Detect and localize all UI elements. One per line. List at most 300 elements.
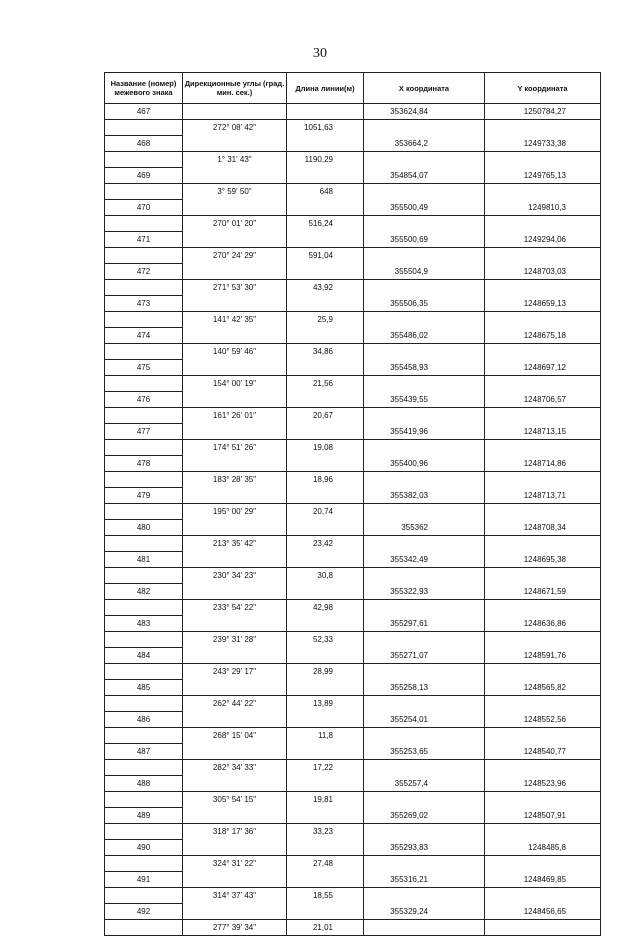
x-cell-empty: [364, 216, 485, 232]
point-row: [105, 232, 601, 248]
angle-cell-empty: [183, 616, 287, 632]
point-number-empty: [105, 568, 183, 584]
segment-row: [105, 728, 601, 744]
direction-angle: 272° 08' 42": [183, 120, 287, 136]
point-number-empty: [105, 856, 183, 872]
line-length: 25,9: [287, 312, 364, 328]
y-cell-empty: [485, 696, 601, 712]
segment-row: [105, 696, 601, 712]
segment-row: [105, 120, 601, 136]
point-row: [105, 456, 601, 472]
x-coordinate: 355506,35: [364, 296, 485, 312]
y-cell-empty: [485, 856, 601, 872]
x-coordinate: 355322,93: [364, 584, 485, 600]
angle-cell-empty: [183, 584, 287, 600]
segment-row: [105, 344, 601, 360]
x-cell-empty: [364, 888, 485, 904]
y-cell-empty: [485, 184, 601, 200]
angle-cell-empty: [183, 264, 287, 280]
point-number: 489: [105, 808, 183, 824]
y-coordinate: 1248714,86: [485, 456, 601, 472]
x-coordinate: 355419,96: [364, 424, 485, 440]
y-coordinate: 1248507,91: [485, 808, 601, 824]
angle-cell-empty: [183, 840, 287, 856]
direction-angle: 141° 42' 35": [183, 312, 287, 328]
point-row: [105, 392, 601, 408]
line-length: 21,56: [287, 376, 364, 392]
y-cell-empty: [485, 888, 601, 904]
y-cell-empty: [485, 312, 601, 328]
x-coordinate: 355382,03: [364, 488, 485, 504]
point-row: [105, 328, 601, 344]
line-length: 20,67: [287, 408, 364, 424]
length-cell-empty: [287, 392, 364, 408]
segment-row: [105, 440, 601, 456]
direction-angle: 324° 31' 22": [183, 856, 287, 872]
direction-angle: 3° 59' 50": [183, 184, 287, 200]
angle-cell-empty: [183, 456, 287, 472]
point-number-empty: [105, 472, 183, 488]
x-cell-empty: [364, 760, 485, 776]
segment-row: [105, 664, 601, 680]
line-length: 17,22: [287, 760, 364, 776]
length-cell-empty: [287, 360, 364, 376]
line-length: 11,8: [287, 728, 364, 744]
direction-angle: 318° 17' 36": [183, 824, 287, 840]
segment-row: [105, 920, 601, 936]
x-coordinate: 355458,93: [364, 360, 485, 376]
length-cell-empty: [287, 136, 364, 152]
length-cell-empty: [287, 328, 364, 344]
x-cell-empty: [364, 696, 485, 712]
y-coordinate: 1248713,15: [485, 424, 601, 440]
x-coordinate: 355269,02: [364, 808, 485, 824]
x-cell-empty: [364, 376, 485, 392]
segment-row: [105, 632, 601, 648]
line-length: 43,92: [287, 280, 364, 296]
point-number-empty: [105, 408, 183, 424]
page-number: 30: [313, 46, 327, 61]
x-coordinate: 355486,02: [364, 328, 485, 344]
point-row: [105, 136, 601, 152]
x-coordinate: 355362: [364, 520, 485, 536]
x-cell-empty: [364, 632, 485, 648]
point-row: [105, 584, 601, 600]
direction-angle: 195° 00' 29": [183, 504, 287, 520]
y-cell-empty: [485, 120, 601, 136]
point-number-empty: [105, 600, 183, 616]
point-number-empty: [105, 312, 183, 328]
point-number-empty: [105, 120, 183, 136]
point-number-empty: [105, 152, 183, 168]
direction-angle: 230° 34' 23": [183, 568, 287, 584]
length-cell-empty: [287, 264, 364, 280]
y-cell-empty: [485, 152, 601, 168]
x-coordinate: 355253,65: [364, 744, 485, 760]
y-coordinate: 1248485,8: [485, 840, 601, 856]
point-row: [105, 360, 601, 376]
line-length: 34,86: [287, 344, 364, 360]
header-direction-angle: Дирекционные углы (град. мин. сек.): [183, 73, 287, 104]
header-x-coordinate: X координата: [364, 73, 485, 104]
direction-angle: 213° 35' 42": [183, 536, 287, 552]
segment-row: [105, 568, 601, 584]
y-cell-empty: [485, 920, 601, 936]
line-length: 19,81: [287, 792, 364, 808]
direction-angle: 233° 54' 22": [183, 600, 287, 616]
y-coordinate: 1248708,34: [485, 520, 601, 536]
point-number: 490: [105, 840, 183, 856]
length-cell-empty: [287, 616, 364, 632]
y-cell-empty: [485, 824, 601, 840]
point-number-empty: [105, 280, 183, 296]
y-coordinate: 1249765,13: [485, 168, 601, 184]
point-number: 484: [105, 648, 183, 664]
direction-angle: 277° 39' 34": [183, 920, 287, 936]
point-number-empty: [105, 728, 183, 744]
point-number-empty: [105, 440, 183, 456]
y-cell-empty: [485, 504, 601, 520]
point-number-empty: [105, 888, 183, 904]
x-coordinate: 355316,21: [364, 872, 485, 888]
direction-angle: 183° 28' 35": [183, 472, 287, 488]
point-row: [105, 808, 601, 824]
length-cell-empty: [287, 168, 364, 184]
angle-cell-empty: [183, 360, 287, 376]
x-coordinate: 355500,69: [364, 232, 485, 248]
x-cell-empty: [364, 440, 485, 456]
y-cell-empty: [485, 664, 601, 680]
y-coordinate: 1248675,18: [485, 328, 601, 344]
line-length: 23,42: [287, 536, 364, 552]
y-cell-empty: [485, 600, 601, 616]
y-coordinate: 1248697,12: [485, 360, 601, 376]
point-number: 470: [105, 200, 183, 216]
point-number: 472: [105, 264, 183, 280]
point-number: 479: [105, 488, 183, 504]
x-coordinate: 355504,9: [364, 264, 485, 280]
line-length: 33,23: [287, 824, 364, 840]
point-row: [105, 552, 601, 568]
x-cell-empty: [364, 824, 485, 840]
segment-row: [105, 376, 601, 392]
segment-row: [105, 152, 601, 168]
point-row: [105, 872, 601, 888]
direction-angle: 243° 29' 17": [183, 664, 287, 680]
x-cell-empty: [364, 120, 485, 136]
point-number: 473: [105, 296, 183, 312]
point-number: 482: [105, 584, 183, 600]
length-cell-empty: [287, 232, 364, 248]
y-coordinate: 1248713,71: [485, 488, 601, 504]
point-row: [105, 904, 601, 920]
y-coordinate: 1248552,56: [485, 712, 601, 728]
line-length: 19,08: [287, 440, 364, 456]
point-number-empty: [105, 824, 183, 840]
segment-row: [105, 472, 601, 488]
y-coordinate: 1249733,38: [485, 136, 601, 152]
segment-row: [105, 504, 601, 520]
y-coordinate: 1248565,82: [485, 680, 601, 696]
point-number: 486: [105, 712, 183, 728]
line-length: 20,74: [287, 504, 364, 520]
length-cell-empty: [287, 712, 364, 728]
angle-cell-empty: [183, 296, 287, 312]
angle-cell-empty: [183, 808, 287, 824]
point-row: [105, 200, 601, 216]
point-number-empty: [105, 632, 183, 648]
length-cell-empty: [287, 488, 364, 504]
y-coordinate: 1248591,76: [485, 648, 601, 664]
x-coordinate: 355254,01: [364, 712, 485, 728]
length-cell-empty: [287, 840, 364, 856]
y-cell-empty: [485, 344, 601, 360]
point-number: 468: [105, 136, 183, 152]
y-cell-empty: [485, 216, 601, 232]
x-coordinate: 353624,84: [364, 104, 485, 120]
angle-cell-empty: [183, 904, 287, 920]
point-number: 480: [105, 520, 183, 536]
x-cell-empty: [364, 280, 485, 296]
direction-angle: 140° 59' 46": [183, 344, 287, 360]
y-coordinate: 1249294,06: [485, 232, 601, 248]
y-coordinate: 1248456,65: [485, 904, 601, 920]
point-number: 471: [105, 232, 183, 248]
direction-angle: 268° 15' 04": [183, 728, 287, 744]
point-row: [105, 712, 601, 728]
x-coordinate: 355258,13: [364, 680, 485, 696]
line-length: 591,04: [287, 248, 364, 264]
angle-cell-empty: [183, 232, 287, 248]
y-cell-empty: [485, 248, 601, 264]
x-cell-empty: [364, 728, 485, 744]
line-length: 1190,29: [287, 152, 364, 168]
length-cell-empty: [287, 104, 364, 120]
angle-cell-empty: [183, 872, 287, 888]
header-line-length: Длина линии(м): [287, 73, 364, 104]
y-cell-empty: [485, 280, 601, 296]
point-row: [105, 104, 601, 120]
length-cell-empty: [287, 520, 364, 536]
point-row: [105, 520, 601, 536]
y-cell-empty: [485, 472, 601, 488]
y-cell-empty: [485, 760, 601, 776]
segment-row: [105, 312, 601, 328]
length-cell-empty: [287, 200, 364, 216]
x-cell-empty: [364, 856, 485, 872]
point-row: [105, 296, 601, 312]
segment-row: [105, 280, 601, 296]
point-row: [105, 648, 601, 664]
point-number-empty: [105, 920, 183, 936]
y-coordinate: 1248540,77: [485, 744, 601, 760]
x-cell-empty: [364, 248, 485, 264]
length-cell-empty: [287, 904, 364, 920]
angle-cell-empty: [183, 328, 287, 344]
point-number-empty: [105, 664, 183, 680]
point-number: 478: [105, 456, 183, 472]
direction-angle: 161° 26' 01": [183, 408, 287, 424]
line-length: 648: [287, 184, 364, 200]
y-cell-empty: [485, 632, 601, 648]
point-row: [105, 744, 601, 760]
length-cell-empty: [287, 296, 364, 312]
x-cell-empty: [364, 792, 485, 808]
point-number-empty: [105, 536, 183, 552]
y-coordinate: 1249810,3: [485, 200, 601, 216]
y-coordinate: 1248469,85: [485, 872, 601, 888]
angle-cell-empty: [183, 520, 287, 536]
segment-row: [105, 408, 601, 424]
x-coordinate: 355329,24: [364, 904, 485, 920]
x-coordinate: 355297,61: [364, 616, 485, 632]
point-row: [105, 488, 601, 504]
length-cell-empty: [287, 680, 364, 696]
x-coordinate: 355400,96: [364, 456, 485, 472]
y-cell-empty: [485, 440, 601, 456]
x-cell-empty: [364, 600, 485, 616]
segment-row: [105, 248, 601, 264]
point-number: 467: [105, 104, 183, 120]
point-number: 487: [105, 744, 183, 760]
angle-cell-empty: [183, 552, 287, 568]
angle-cell-empty: [183, 168, 287, 184]
x-coordinate: 354854,07: [364, 168, 485, 184]
line-length: 27,48: [287, 856, 364, 872]
length-cell-empty: [287, 584, 364, 600]
y-cell-empty: [485, 376, 601, 392]
x-coordinate: 355271,07: [364, 648, 485, 664]
x-cell-empty: [364, 312, 485, 328]
y-coordinate: 1248636,86: [485, 616, 601, 632]
angle-cell-empty: [183, 136, 287, 152]
x-cell-empty: [364, 568, 485, 584]
y-coordinate: 1250784,27: [485, 104, 601, 120]
length-cell-empty: [287, 776, 364, 792]
segment-row: [105, 600, 601, 616]
length-cell-empty: [287, 424, 364, 440]
y-cell-empty: [485, 568, 601, 584]
point-number: 491: [105, 872, 183, 888]
point-number: 481: [105, 552, 183, 568]
point-row: [105, 680, 601, 696]
direction-angle: 282° 34' 33": [183, 760, 287, 776]
length-cell-empty: [287, 808, 364, 824]
point-number: 492: [105, 904, 183, 920]
line-length: 52,33: [287, 632, 364, 648]
y-coordinate: 1248703,03: [485, 264, 601, 280]
angle-cell-empty: [183, 104, 287, 120]
x-coordinate: 355342,49: [364, 552, 485, 568]
angle-cell-empty: [183, 744, 287, 760]
segment-row: [105, 888, 601, 904]
point-number-empty: [105, 760, 183, 776]
angle-cell-empty: [183, 392, 287, 408]
point-number: 469: [105, 168, 183, 184]
x-coordinate: 353664,2: [364, 136, 485, 152]
direction-angle: 305° 54' 15": [183, 792, 287, 808]
line-length: 13,89: [287, 696, 364, 712]
point-number-empty: [105, 216, 183, 232]
direction-angle: 174° 51' 26": [183, 440, 287, 456]
x-coordinate: 355293,83: [364, 840, 485, 856]
point-row: [105, 424, 601, 440]
x-coordinate: 355257,4: [364, 776, 485, 792]
point-number: 477: [105, 424, 183, 440]
y-coordinate: 1248695,38: [485, 552, 601, 568]
y-coordinate: 1248659,13: [485, 296, 601, 312]
point-row: [105, 616, 601, 632]
x-cell-empty: [364, 408, 485, 424]
table-body: [105, 104, 601, 936]
point-number-empty: [105, 184, 183, 200]
angle-cell-empty: [183, 712, 287, 728]
x-cell-empty: [364, 536, 485, 552]
y-cell-empty: [485, 408, 601, 424]
direction-angle: 271° 53' 30": [183, 280, 287, 296]
line-length: 42,98: [287, 600, 364, 616]
x-cell-empty: [364, 344, 485, 360]
line-length: 18,96: [287, 472, 364, 488]
point-number: 474: [105, 328, 183, 344]
x-cell-empty: [364, 152, 485, 168]
x-cell-empty: [364, 920, 485, 936]
line-length: 18,55: [287, 888, 364, 904]
angle-cell-empty: [183, 488, 287, 504]
y-cell-empty: [485, 728, 601, 744]
point-number-empty: [105, 696, 183, 712]
angle-cell-empty: [183, 648, 287, 664]
x-cell-empty: [364, 664, 485, 680]
y-coordinate: 1248671,59: [485, 584, 601, 600]
point-number-empty: [105, 344, 183, 360]
angle-cell-empty: [183, 200, 287, 216]
direction-angle: 270° 24' 29": [183, 248, 287, 264]
line-length: 21,01: [287, 920, 364, 936]
segment-row: [105, 856, 601, 872]
segment-row: [105, 760, 601, 776]
segment-row: [105, 216, 601, 232]
point-row: [105, 264, 601, 280]
boundary-points-table: [104, 72, 601, 936]
direction-angle: 262° 44' 22": [183, 696, 287, 712]
y-coordinate: 1248706,57: [485, 392, 601, 408]
point-number: 488: [105, 776, 183, 792]
line-length: 28,99: [287, 664, 364, 680]
length-cell-empty: [287, 872, 364, 888]
length-cell-empty: [287, 744, 364, 760]
y-coordinate: 1248523,96: [485, 776, 601, 792]
x-cell-empty: [364, 184, 485, 200]
direction-angle: 154° 00' 19": [183, 376, 287, 392]
y-cell-empty: [485, 792, 601, 808]
line-length: 516,24: [287, 216, 364, 232]
point-number-empty: [105, 504, 183, 520]
point-number: 476: [105, 392, 183, 408]
segment-row: [105, 792, 601, 808]
segment-row: [105, 824, 601, 840]
segment-row: [105, 536, 601, 552]
line-length: 1051,63: [287, 120, 364, 136]
point-number-empty: [105, 248, 183, 264]
point-row: [105, 776, 601, 792]
point-number-empty: [105, 376, 183, 392]
point-number: 483: [105, 616, 183, 632]
header-y-coordinate: Y координата: [485, 73, 601, 104]
table-header: [105, 73, 601, 104]
x-coordinate: 355500,49: [364, 200, 485, 216]
point-row: [105, 840, 601, 856]
